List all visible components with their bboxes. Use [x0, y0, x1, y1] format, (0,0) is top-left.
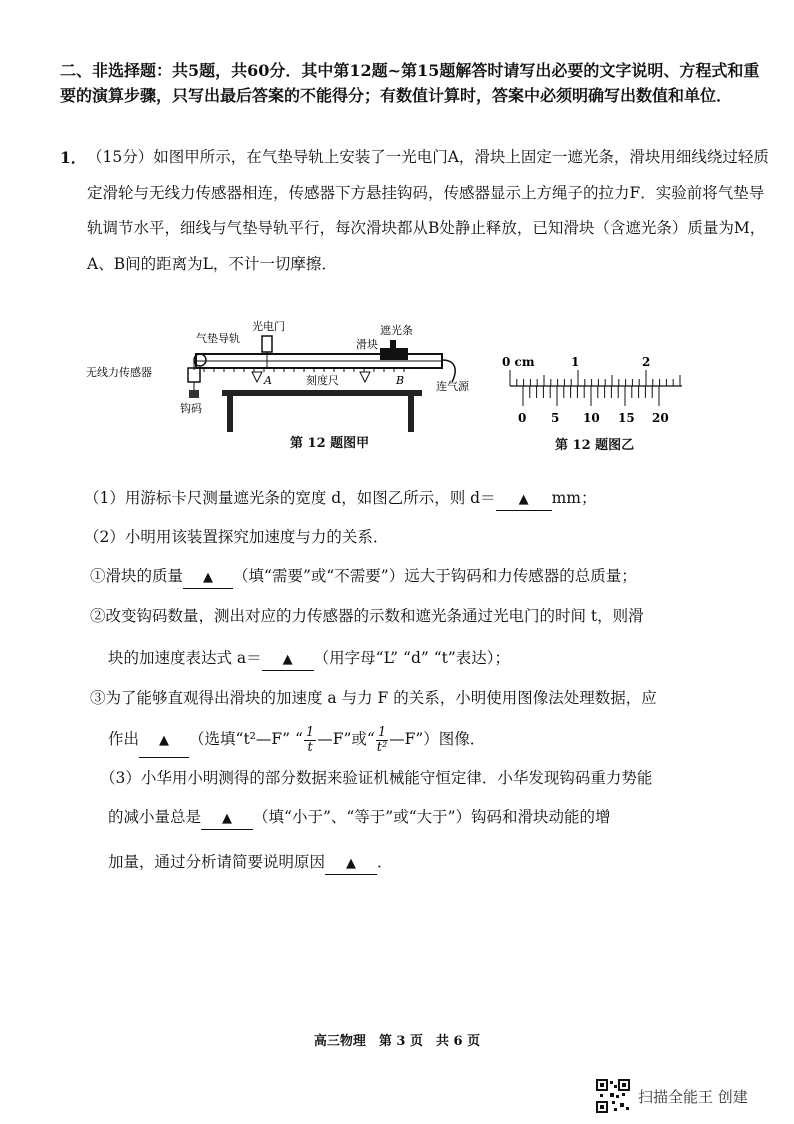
main-label-1: 1 [571, 355, 580, 369]
subq-1: （1）用游标卡尺测量遮光条的宽度 d，如图乙所示，则 d＝ ▲ mm； [84, 488, 596, 511]
label-point-a: A [264, 374, 272, 387]
main-label-2: 2 [642, 355, 651, 369]
fraction-1-over-t: $\frac{1}{t}$ [305, 724, 315, 755]
subq-2-1: ①滑块的质量 ▲ （填“需要”或“不需要”）远大于钩码和力传感器的总质量； [90, 566, 637, 589]
label-gouma: 钩码 [180, 402, 202, 415]
qr-code-icon [596, 1079, 630, 1113]
answer-blank-5[interactable]: ▲ [201, 807, 253, 830]
label-qiyuan: 连气源 [436, 380, 469, 393]
section-header: 二、非选择题：共5题，共60分．其中第12题~第15题解答时请写出必要的文字说明、方程式和重要的演算步骤，只写出最后答案的不能得分；有数值计算时，答案中必须明确写出数值和单位． [60, 61, 760, 105]
label-guangdianmen: 光电门 [252, 320, 285, 333]
answer-blank-1[interactable]: ▲ [496, 488, 552, 511]
vernier-label-15: 15 [618, 411, 635, 425]
vernier-label-20: 20 [652, 411, 669, 425]
fraction-1-over-t2: $\frac{1}{\text{t²}}$ [376, 724, 388, 755]
vernier-label-5: 5 [551, 411, 560, 425]
answer-blank-4[interactable]: ▲ [139, 723, 189, 758]
label-point-b: B [396, 374, 405, 387]
question-number: 1． [60, 148, 87, 167]
subq-2-2a: ②改变钩码数量，测出对应的力传感器的示数和遮光条通过光电门的时间 t，则滑 [90, 607, 644, 625]
figure-yi-caption: 第 12 题图乙 [555, 438, 635, 453]
subq-3a: （3）小华用小明测得的部分数据来验证机械能守恒定律．小华发现钩码重力势能 [100, 769, 653, 787]
label-qidian-daogui: 气垫导轨 [196, 332, 240, 345]
question-text: （15分）如图甲所示，在气垫导轨上安装了一光电门A，滑块上固定一遮光条，滑块用细线绕过轻质定滑轮与无线力传感器相连，传感器下方悬挂钩码，传感器显示上方绳子的拉力F．实验前将气垫导轨调节水平，细线与气垫导轨平行，每次滑块都从B处静止释放，已知滑块（含遮光条）质量为M，A、B间的距离为L，不计一切摩擦． [87, 148, 769, 273]
page-footer: 高三物理 第 3 页 共 6 页 [313, 1034, 481, 1049]
subq-3c: 加量，通过分析请简要说明原因 ▲ ． [108, 852, 393, 875]
subq-2-3b: 作出 ▲ （选填“t²—F” “ $\frac{1}{t}$ —F”或“ $\frac{1}{\text{t²}}$ —F”）图像． [108, 723, 485, 758]
scanner-label: 扫描全能王 创建 [638, 1087, 748, 1106]
label-zheguangtiao: 遮光条 [380, 324, 413, 337]
subq-2-2b: 块的加速度表达式 a＝ ▲ （用字母“L” “d” “t”表达）； [108, 648, 510, 671]
scanner-watermark [596, 1078, 748, 1114]
figure-jia-caption: 第 12 题图甲 [290, 436, 370, 451]
label-huakuai: 滑块 [356, 338, 378, 351]
figure-jia [84, 312, 484, 432]
figure-yi [496, 352, 686, 432]
subq-2-3a: ③为了能够直观得出滑块的加速度 a 与力 F 的关系，小明使用图像法处理数据，应 [90, 689, 657, 707]
question-12 [60, 140, 772, 282]
label-sensor: 无线力传感器 [86, 366, 152, 379]
main-label-0: 0 cm [502, 355, 535, 369]
answer-blank-3[interactable]: ▲ [262, 648, 314, 671]
answer-blank-2[interactable]: ▲ [183, 566, 233, 589]
label-kedu-chi: 刻度尺 [306, 374, 339, 387]
vernier-label-10: 10 [583, 411, 600, 425]
subq-3b: 的减小量总是 ▲ （填“小于”、“等于”或“大于”）钩码和滑块动能的增 [108, 807, 611, 830]
subq-2: （2）小明用该装置探究加速度与力的关系． [84, 528, 389, 546]
answer-blank-6[interactable]: ▲ [325, 852, 377, 875]
vernier-label-0: 0 [518, 411, 527, 425]
